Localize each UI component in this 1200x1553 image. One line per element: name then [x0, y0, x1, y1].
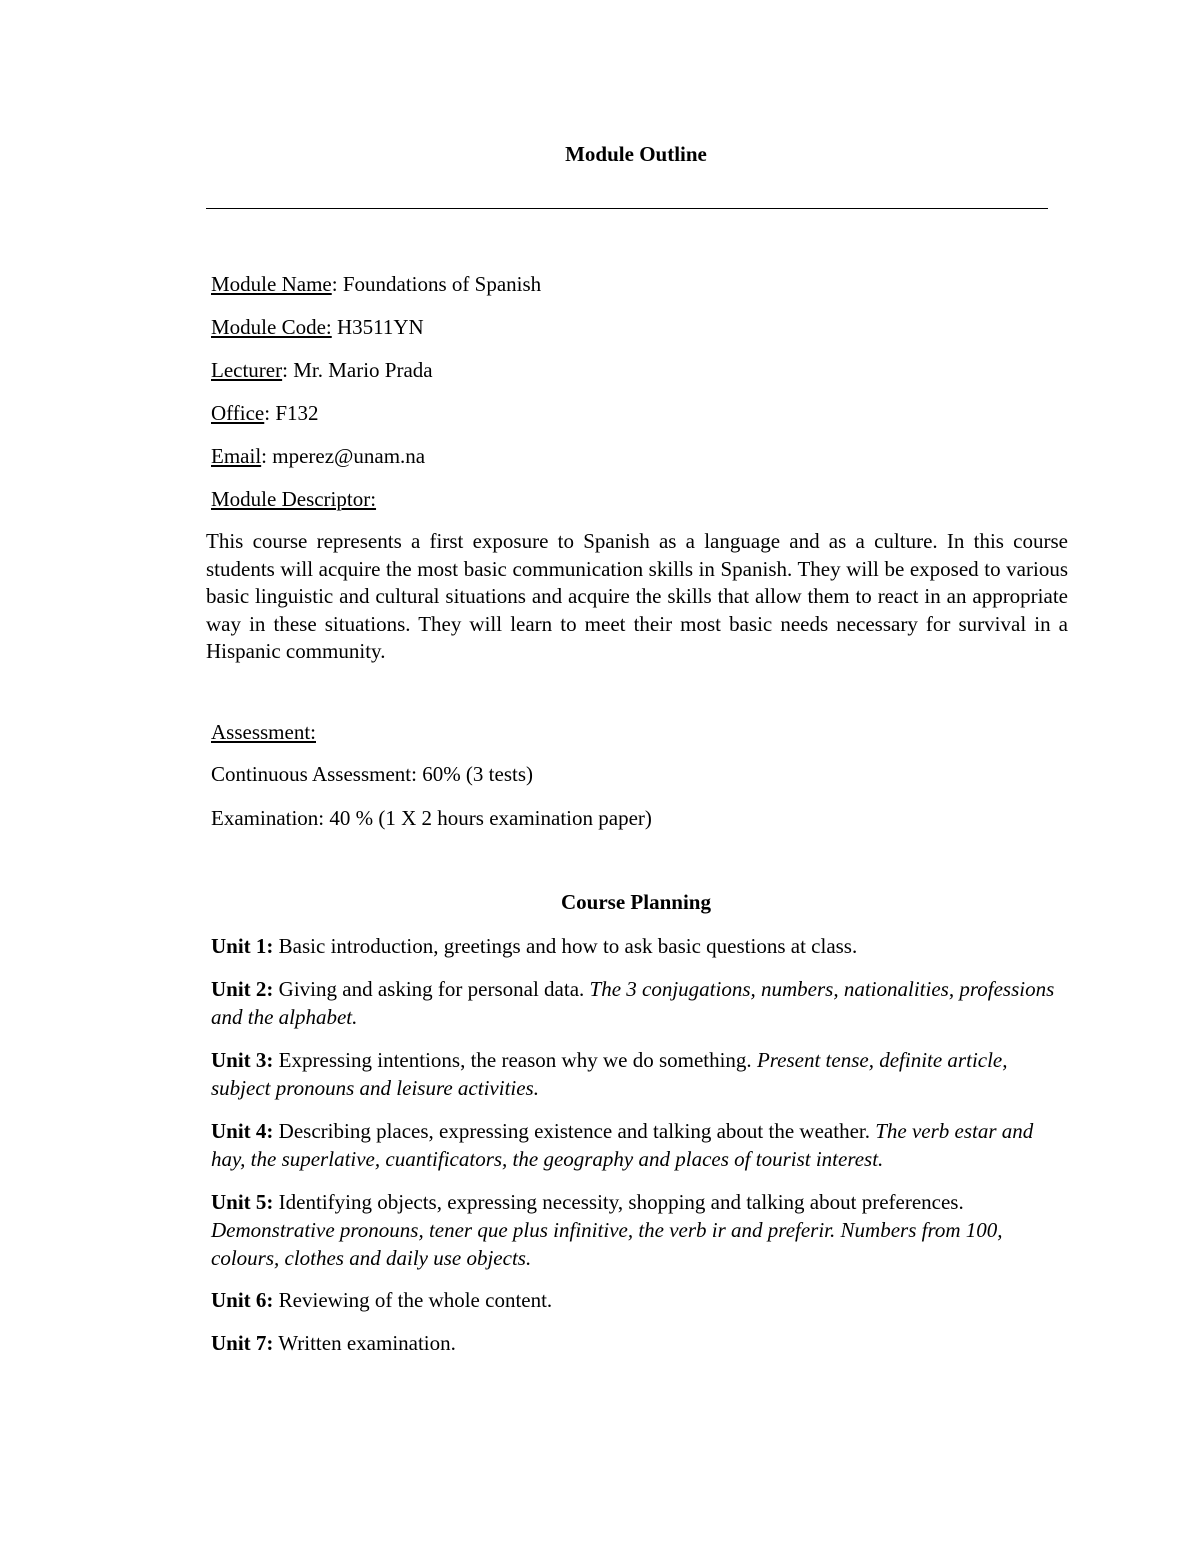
unit-text: Describing places, expressing existence and talking about the weather. [273, 1119, 876, 1143]
assessment-label: Assessment: [211, 720, 316, 744]
lecturer-sep: : [282, 358, 294, 382]
unit-label: Unit 2: [211, 977, 274, 1001]
unit-text: Giving and asking for personal data. [273, 977, 590, 1001]
unit-item [211, 1046, 1061, 1102]
unit-label: Unit 6: [211, 1288, 274, 1312]
lecturer-value: Mr. Mario Prada [293, 358, 433, 382]
unit-label: Unit 4: [211, 1119, 274, 1143]
office-sep: : [264, 401, 276, 425]
unit-item [211, 975, 1061, 1031]
office-label: Office [211, 401, 265, 425]
continuous-assessment: Continuous Assessment: 60% (3 tests) [211, 762, 534, 786]
unit-item [211, 932, 1061, 960]
office-value: F132 [275, 401, 319, 425]
course-planning-heading: Course Planning [561, 890, 711, 914]
email-value: mperez@unam.na [272, 444, 426, 468]
module-code-value: H3511YN [337, 315, 424, 339]
unit-label: Unit 3: [211, 1048, 274, 1072]
unit-label: Unit 5: [211, 1190, 274, 1214]
module-descriptor-label: Module Descriptor: [211, 487, 377, 511]
unit-text: Reviewing of the whole content. [273, 1288, 553, 1312]
module-code-label: Module Code: [211, 315, 332, 339]
module-code-field [211, 315, 424, 340]
examination: Examination: 40 % (1 X 2 hours examination paper) [211, 806, 652, 830]
unit-item [211, 1329, 1061, 1357]
module-name-sep: : [331, 272, 343, 296]
page-title: Module Outline [565, 142, 707, 166]
unit-text: Expressing intentions, the reason why we do something. [273, 1048, 757, 1072]
horizontal-rule [206, 208, 1048, 209]
lecturer-label: Lecturer [211, 358, 283, 382]
unit-text: Written examination. [273, 1331, 456, 1355]
unit-italic-text: Present tense, definite article, subject pronouns and leisure activities. [211, 1048, 1008, 1100]
unit-text: Basic introduction, greetings and how to ask basic questions at class. [273, 934, 858, 958]
lecturer-field [211, 358, 433, 383]
unit-italic-text: The 3 conjugations, numbers, nationalities, professions and the alphabet. [211, 977, 1055, 1029]
assessment-heading [211, 720, 316, 745]
unit-italic-text: The verb estar and hay, the superlative, cuantificators, the geography and places of tourist interest. [211, 1119, 1034, 1171]
unit-label: Unit 1: [211, 934, 274, 958]
module-descriptor-text: This course represents a first exposure to Spanish as a language and as a culture. In this course students will acquire the most basic communication skills in Spanish. They will be exposed to various basic linguistic and cultural situations and acquire the skills that allow them to react in an appropriate way in these situations. They will learn to meet their most basic needs necessary for survival in a Hispanic community. [206, 529, 1068, 663]
email-field [211, 444, 425, 469]
unit-text: Identifying objects, expressing necessity, shopping and talking about preferences. [273, 1190, 964, 1214]
unit-item [211, 1117, 1061, 1173]
unit-item [211, 1286, 1061, 1314]
module-name-field [211, 272, 541, 297]
unit-italic-text: Demonstrative pronouns, tener que plus infinitive, the verb ir and preferir. Numbers from 100, colours, clothes and daily use objects. [211, 1218, 1003, 1270]
unit-label: Unit 7: [211, 1331, 274, 1355]
module-name-label: Module Name [211, 272, 332, 296]
module-descriptor-field [211, 487, 376, 512]
email-sep: : [261, 444, 273, 468]
unit-item [211, 1188, 1061, 1272]
email-label: Email [211, 444, 262, 468]
module-name-value: Foundations of Spanish [342, 272, 542, 296]
office-field [211, 401, 319, 426]
